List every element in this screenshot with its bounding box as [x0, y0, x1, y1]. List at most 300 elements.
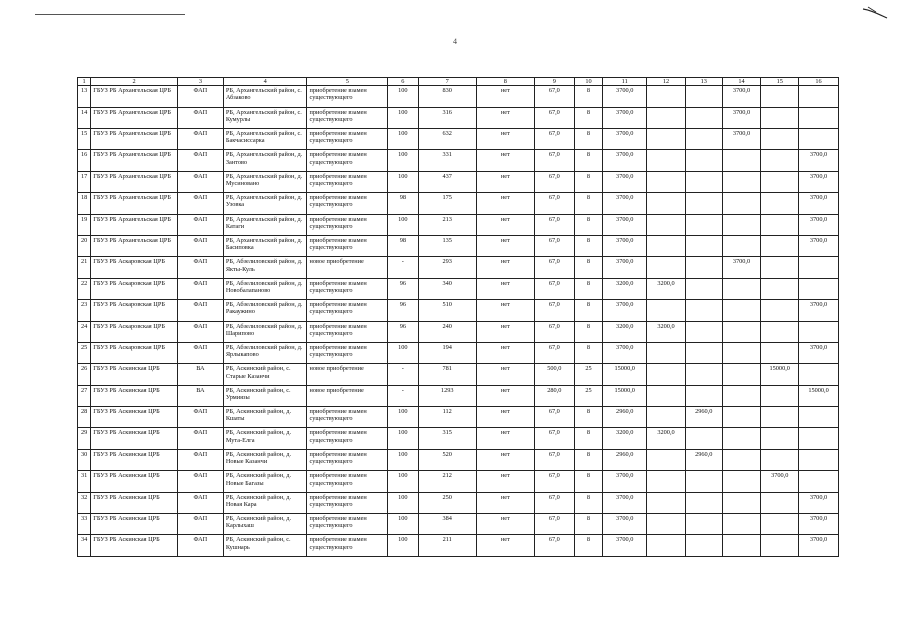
action-cell: приобретение взамен существующего — [307, 86, 388, 107]
staff-cell: 8 — [574, 193, 603, 214]
area-cell: 67,0 — [534, 342, 574, 363]
column-header: 11 — [603, 78, 647, 86]
column-header: 7 — [418, 78, 476, 86]
address-cell: РБ, Аскинский район, д. Новая Кара — [223, 492, 307, 513]
year-cell: 3700,0 — [799, 492, 839, 513]
column-header: 3 — [177, 78, 223, 86]
organization-cell: ГБУЗ РБ Аскаровская ЦРБ — [91, 257, 178, 278]
flag-cell: нет — [476, 407, 534, 428]
year-cell — [685, 428, 722, 449]
facility-type-cell: ФАП — [177, 449, 223, 470]
flag-cell: нет — [476, 150, 534, 171]
area-cell: 67,0 — [534, 107, 574, 128]
column-header: 9 — [534, 78, 574, 86]
population-cell: 212 — [418, 471, 476, 492]
year-cell — [761, 235, 799, 256]
year-cell — [761, 449, 799, 470]
year-cell — [647, 129, 686, 150]
facility-type-cell: ФАП — [177, 214, 223, 235]
year-cell — [761, 107, 799, 128]
year-cell — [685, 107, 722, 128]
year-cell — [685, 257, 722, 278]
year-cell — [647, 407, 686, 428]
table-row — [78, 107, 839, 128]
action-cell: новое приобретение — [307, 257, 388, 278]
table-row — [78, 471, 839, 492]
area-cell: 67,0 — [534, 86, 574, 107]
address-cell: РБ, Архангельский район, с. Абзаково — [223, 86, 307, 107]
organization-cell: ГБУЗ РБ Архангельская ЦРБ — [91, 150, 178, 171]
staff-cell: 8 — [574, 428, 603, 449]
year-cell — [647, 535, 686, 556]
table-row — [78, 150, 839, 171]
wear-percent-cell: 100 — [388, 214, 419, 235]
year-cell: 3200,0 — [647, 278, 686, 299]
organization-cell: ГБУЗ РБ Архангельская ЦРБ — [91, 129, 178, 150]
year-cell — [761, 514, 799, 535]
organization-cell: ГБУЗ РБ Аскинская ЦРБ — [91, 407, 178, 428]
row-number: 22 — [78, 278, 91, 299]
year-cell — [722, 235, 761, 256]
population-cell: 250 — [418, 492, 476, 513]
action-cell: новое приобретение — [307, 364, 388, 385]
population-cell: 331 — [418, 150, 476, 171]
year-cell — [647, 193, 686, 214]
total-cost-cell: 3700,0 — [603, 257, 647, 278]
wear-percent-cell: 100 — [388, 150, 419, 171]
year-cell — [761, 214, 799, 235]
row-number: 16 — [78, 150, 91, 171]
wear-percent-cell: 100 — [388, 171, 419, 192]
total-cost-cell: 3700,0 — [603, 193, 647, 214]
row-number: 34 — [78, 535, 91, 556]
action-cell: приобретение взамен существующего — [307, 171, 388, 192]
total-cost-cell: 3700,0 — [603, 300, 647, 321]
staff-cell: 8 — [574, 86, 603, 107]
organization-cell: ГБУЗ РБ Архангельская ЦРБ — [91, 107, 178, 128]
staff-cell: 8 — [574, 214, 603, 235]
address-cell: РБ, Аскинский район, д. Кшаты — [223, 407, 307, 428]
action-cell: приобретение взамен существующего — [307, 471, 388, 492]
wear-percent-cell: 98 — [388, 193, 419, 214]
year-cell — [647, 171, 686, 192]
year-cell — [761, 428, 799, 449]
action-cell: новое приобретение — [307, 385, 388, 406]
total-cost-cell: 3700,0 — [603, 150, 647, 171]
action-cell: приобретение взамен существующего — [307, 514, 388, 535]
year-cell — [647, 300, 686, 321]
column-header: 4 — [223, 78, 307, 86]
year-cell: 3700,0 — [722, 86, 761, 107]
year-cell: 3200,0 — [647, 428, 686, 449]
year-cell: 3700,0 — [799, 535, 839, 556]
column-header: 6 — [388, 78, 419, 86]
organization-cell: ГБУЗ РБ Аскаровская ЦРБ — [91, 342, 178, 363]
year-cell — [799, 257, 839, 278]
table-row — [78, 342, 839, 363]
year-cell — [722, 278, 761, 299]
table-row — [78, 364, 839, 385]
action-cell: приобретение взамен существующего — [307, 300, 388, 321]
flag-cell: нет — [476, 492, 534, 513]
address-cell: РБ, Архангельский район, д. Басиповка — [223, 235, 307, 256]
year-cell — [761, 257, 799, 278]
year-cell — [685, 86, 722, 107]
column-header: 15 — [761, 78, 799, 86]
year-cell — [647, 150, 686, 171]
column-header: 12 — [647, 78, 686, 86]
table-row — [78, 428, 839, 449]
staff-cell: 8 — [574, 235, 603, 256]
organization-cell: ГБУЗ РБ Аскинская ЦРБ — [91, 385, 178, 406]
year-cell — [722, 492, 761, 513]
year-cell — [647, 364, 686, 385]
year-cell — [799, 278, 839, 299]
staff-cell: 8 — [574, 449, 603, 470]
total-cost-cell: 15000,0 — [603, 385, 647, 406]
population-cell: 135 — [418, 235, 476, 256]
year-cell — [647, 471, 686, 492]
address-cell: РБ, Абзелиловский район, д. Ярлыкапово — [223, 342, 307, 363]
row-number: 20 — [78, 235, 91, 256]
total-cost-cell: 3700,0 — [603, 471, 647, 492]
area-cell: 67,0 — [534, 321, 574, 342]
year-cell — [761, 535, 799, 556]
address-cell: РБ, Аскинский район, д. Мута-Елга — [223, 428, 307, 449]
area-cell: 67,0 — [534, 449, 574, 470]
organization-cell: ГБУЗ РБ Аскаровская ЦРБ — [91, 321, 178, 342]
page-number: 4 — [453, 37, 457, 46]
wear-percent-cell: 100 — [388, 428, 419, 449]
column-number-row — [78, 78, 839, 86]
year-cell — [722, 214, 761, 235]
year-cell — [722, 449, 761, 470]
facility-type-cell: ФАП — [177, 514, 223, 535]
facility-type-cell: ФАП — [177, 428, 223, 449]
year-cell — [722, 407, 761, 428]
row-number: 29 — [78, 428, 91, 449]
facility-type-cell: ФАП — [177, 86, 223, 107]
year-cell: 3700,0 — [722, 107, 761, 128]
staff-cell: 8 — [574, 535, 603, 556]
facility-type-cell: ВА — [177, 385, 223, 406]
staff-cell: 8 — [574, 129, 603, 150]
action-cell: приобретение взамен существующего — [307, 535, 388, 556]
wear-percent-cell: 100 — [388, 129, 419, 150]
population-cell: 112 — [418, 407, 476, 428]
year-cell — [799, 471, 839, 492]
wear-percent-cell: 100 — [388, 492, 419, 513]
facility-type-cell: ФАП — [177, 321, 223, 342]
population-cell: 293 — [418, 257, 476, 278]
organization-cell: ГБУЗ РБ Аскинская ЦРБ — [91, 364, 178, 385]
year-cell — [685, 385, 722, 406]
column-header: 14 — [722, 78, 761, 86]
action-cell: приобретение взамен существующего — [307, 107, 388, 128]
year-cell — [799, 86, 839, 107]
organization-cell: ГБУЗ РБ Аскинская ЦРБ — [91, 492, 178, 513]
year-cell: 3200,0 — [647, 321, 686, 342]
year-cell — [685, 214, 722, 235]
action-cell: приобретение взамен существующего — [307, 321, 388, 342]
wear-percent-cell: 100 — [388, 107, 419, 128]
year-cell — [722, 171, 761, 192]
staff-cell: 8 — [574, 300, 603, 321]
total-cost-cell: 3700,0 — [603, 514, 647, 535]
year-cell: 3700,0 — [799, 300, 839, 321]
facility-type-cell: ФАП — [177, 342, 223, 363]
year-cell — [722, 471, 761, 492]
flag-cell: нет — [476, 300, 534, 321]
wear-percent-cell: 100 — [388, 86, 419, 107]
wear-percent-cell: 100 — [388, 471, 419, 492]
area-cell: 67,0 — [534, 214, 574, 235]
row-number: 23 — [78, 300, 91, 321]
address-cell: РБ, Архангельский район, с. Бакчасиссарка — [223, 129, 307, 150]
table-row — [78, 86, 839, 107]
year-cell — [685, 321, 722, 342]
table-row — [78, 300, 839, 321]
population-cell: 175 — [418, 193, 476, 214]
row-number: 21 — [78, 257, 91, 278]
total-cost-cell: 3700,0 — [603, 171, 647, 192]
total-cost-cell: 2960,0 — [603, 449, 647, 470]
population-cell: 316 — [418, 107, 476, 128]
total-cost-cell: 3700,0 — [603, 86, 647, 107]
row-number: 19 — [78, 214, 91, 235]
organization-cell: ГБУЗ РБ Архангельская ЦРБ — [91, 193, 178, 214]
action-cell: приобретение взамен существующего — [307, 428, 388, 449]
table-row — [78, 171, 839, 192]
wear-percent-cell: 100 — [388, 514, 419, 535]
organization-cell: ГБУЗ РБ Аскинская ЦРБ — [91, 514, 178, 535]
year-cell: 2960,0 — [685, 407, 722, 428]
year-cell — [685, 535, 722, 556]
year-cell — [685, 492, 722, 513]
staff-cell: 8 — [574, 171, 603, 192]
area-cell: 67,0 — [534, 235, 574, 256]
total-cost-cell: 3700,0 — [603, 129, 647, 150]
year-cell: 3700,0 — [799, 214, 839, 235]
table-row — [78, 129, 839, 150]
year-cell — [647, 385, 686, 406]
row-number: 28 — [78, 407, 91, 428]
staff-cell: 8 — [574, 342, 603, 363]
organization-cell: ГБУЗ РБ Аскинская ЦРБ — [91, 428, 178, 449]
wear-percent-cell: 96 — [388, 300, 419, 321]
flag-cell: нет — [476, 257, 534, 278]
flag-cell: нет — [476, 471, 534, 492]
action-cell: приобретение взамен существующего — [307, 214, 388, 235]
flag-cell: нет — [476, 321, 534, 342]
address-cell: РБ, Архангельский район, д. Мусиновано — [223, 171, 307, 192]
year-cell — [647, 107, 686, 128]
year-cell — [722, 385, 761, 406]
facility-type-cell: ФАП — [177, 407, 223, 428]
row-number: 15 — [78, 129, 91, 150]
address-cell: РБ, Аскинский район, д. Карлыхаш — [223, 514, 307, 535]
year-cell — [722, 514, 761, 535]
address-cell: РБ, Архангельский район, д. Зантово — [223, 150, 307, 171]
action-cell: приобретение взамен существующего — [307, 129, 388, 150]
year-cell: 3700,0 — [799, 193, 839, 214]
staff-cell: 8 — [574, 514, 603, 535]
area-cell: 67,0 — [534, 407, 574, 428]
year-cell — [685, 471, 722, 492]
top-rule — [35, 14, 185, 15]
row-number: 30 — [78, 449, 91, 470]
flag-cell: нет — [476, 342, 534, 363]
action-cell: приобретение взамен существующего — [307, 235, 388, 256]
address-cell: РБ, Аскинский район, с. Урмиязы — [223, 385, 307, 406]
area-cell: 67,0 — [534, 492, 574, 513]
address-cell: РБ, Абзелиловский район, д. Новобалапаново — [223, 278, 307, 299]
year-cell — [685, 235, 722, 256]
population-cell: 510 — [418, 300, 476, 321]
facility-type-cell: ФАП — [177, 278, 223, 299]
year-cell: 3700,0 — [761, 471, 799, 492]
year-cell — [761, 321, 799, 342]
row-number: 24 — [78, 321, 91, 342]
flag-cell: нет — [476, 129, 534, 150]
organization-cell: ГБУЗ РБ Аскаровская ЦРБ — [91, 278, 178, 299]
total-cost-cell: 2960,0 — [603, 407, 647, 428]
row-number: 17 — [78, 171, 91, 192]
area-cell: 67,0 — [534, 278, 574, 299]
facility-type-cell: ФАП — [177, 535, 223, 556]
address-cell: РБ, Аскинский район, д. Новые Багазы — [223, 471, 307, 492]
year-cell — [722, 150, 761, 171]
action-cell: приобретение взамен существующего — [307, 492, 388, 513]
population-cell: 781 — [418, 364, 476, 385]
year-cell: 3700,0 — [799, 342, 839, 363]
wear-percent-cell: - — [388, 364, 419, 385]
column-header: 10 — [574, 78, 603, 86]
flag-cell: нет — [476, 278, 534, 299]
year-cell: 15000,0 — [761, 364, 799, 385]
flag-cell: нет — [476, 364, 534, 385]
row-number: 32 — [78, 492, 91, 513]
row-number: 13 — [78, 86, 91, 107]
area-cell: 67,0 — [534, 535, 574, 556]
table-row — [78, 449, 839, 470]
year-cell — [647, 514, 686, 535]
flag-cell: нет — [476, 107, 534, 128]
staff-cell: 8 — [574, 278, 603, 299]
year-cell — [761, 342, 799, 363]
address-cell: РБ, Архангельский район, д. Катаги — [223, 214, 307, 235]
year-cell — [799, 321, 839, 342]
year-cell — [647, 257, 686, 278]
population-cell: 520 — [418, 449, 476, 470]
total-cost-cell: 3700,0 — [603, 535, 647, 556]
row-number: 27 — [78, 385, 91, 406]
year-cell — [685, 150, 722, 171]
row-number: 18 — [78, 193, 91, 214]
staff-cell: 8 — [574, 321, 603, 342]
year-cell — [685, 193, 722, 214]
year-cell: 3700,0 — [799, 171, 839, 192]
staff-cell: 8 — [574, 492, 603, 513]
flag-cell: нет — [476, 171, 534, 192]
organization-cell: ГБУЗ РБ Аскинская ЦРБ — [91, 449, 178, 470]
area-cell: 67,0 — [534, 428, 574, 449]
year-cell — [799, 129, 839, 150]
year-cell: 15000,0 — [799, 385, 839, 406]
pen-stroke-mark — [862, 6, 888, 20]
facility-type-cell: ФАП — [177, 171, 223, 192]
action-cell: приобретение взамен существующего — [307, 278, 388, 299]
wear-percent-cell: - — [388, 257, 419, 278]
organization-cell: ГБУЗ РБ Аскаровская ЦРБ — [91, 300, 178, 321]
year-cell: 3700,0 — [799, 150, 839, 171]
facility-type-cell: ФАП — [177, 129, 223, 150]
staff-cell: 25 — [574, 385, 603, 406]
year-cell — [685, 300, 722, 321]
year-cell — [685, 364, 722, 385]
row-number: 25 — [78, 342, 91, 363]
total-cost-cell: 3700,0 — [603, 492, 647, 513]
staff-cell: 8 — [574, 257, 603, 278]
year-cell — [685, 129, 722, 150]
year-cell — [799, 449, 839, 470]
year-cell — [647, 342, 686, 363]
row-number: 31 — [78, 471, 91, 492]
organization-cell: ГБУЗ РБ Архангельская ЦРБ — [91, 86, 178, 107]
population-cell: 632 — [418, 129, 476, 150]
table-row — [78, 193, 839, 214]
year-cell: 3700,0 — [722, 257, 761, 278]
year-cell — [761, 150, 799, 171]
year-cell — [647, 235, 686, 256]
action-cell: приобретение взамен существующего — [307, 193, 388, 214]
address-cell: РБ, Архангельский район, с. Кумурлы — [223, 107, 307, 128]
staff-cell: 8 — [574, 107, 603, 128]
year-cell: 3700,0 — [799, 235, 839, 256]
organization-cell: ГБУЗ РБ Аскинская ЦРБ — [91, 471, 178, 492]
year-cell — [685, 171, 722, 192]
year-cell — [647, 492, 686, 513]
population-cell: 240 — [418, 321, 476, 342]
facility-type-cell: ФАП — [177, 193, 223, 214]
population-cell: 315 — [418, 428, 476, 449]
year-cell — [799, 428, 839, 449]
year-cell: 3700,0 — [722, 129, 761, 150]
facility-type-cell: ФАП — [177, 235, 223, 256]
wear-percent-cell: 98 — [388, 235, 419, 256]
address-cell: РБ, Архангельский район, д. Узовка — [223, 193, 307, 214]
area-cell: 500,0 — [534, 364, 574, 385]
area-cell: 67,0 — [534, 150, 574, 171]
organization-cell: ГБУЗ РБ Архангельская ЦРБ — [91, 235, 178, 256]
address-cell: РБ, Абзелиловский район, д. Якты-Куль — [223, 257, 307, 278]
total-cost-cell: 3700,0 — [603, 214, 647, 235]
year-cell — [761, 300, 799, 321]
action-cell: приобретение взамен существующего — [307, 449, 388, 470]
population-cell: 340 — [418, 278, 476, 299]
population-cell: 384 — [418, 514, 476, 535]
flag-cell: нет — [476, 86, 534, 107]
table-row — [78, 514, 839, 535]
column-header: 8 — [476, 78, 534, 86]
year-cell — [799, 407, 839, 428]
year-cell — [761, 193, 799, 214]
total-cost-cell: 3200,0 — [603, 428, 647, 449]
table-row — [78, 235, 839, 256]
address-cell: РБ, Абзелиловский район, д. Шарипово — [223, 321, 307, 342]
year-cell — [722, 428, 761, 449]
column-header: 5 — [307, 78, 388, 86]
